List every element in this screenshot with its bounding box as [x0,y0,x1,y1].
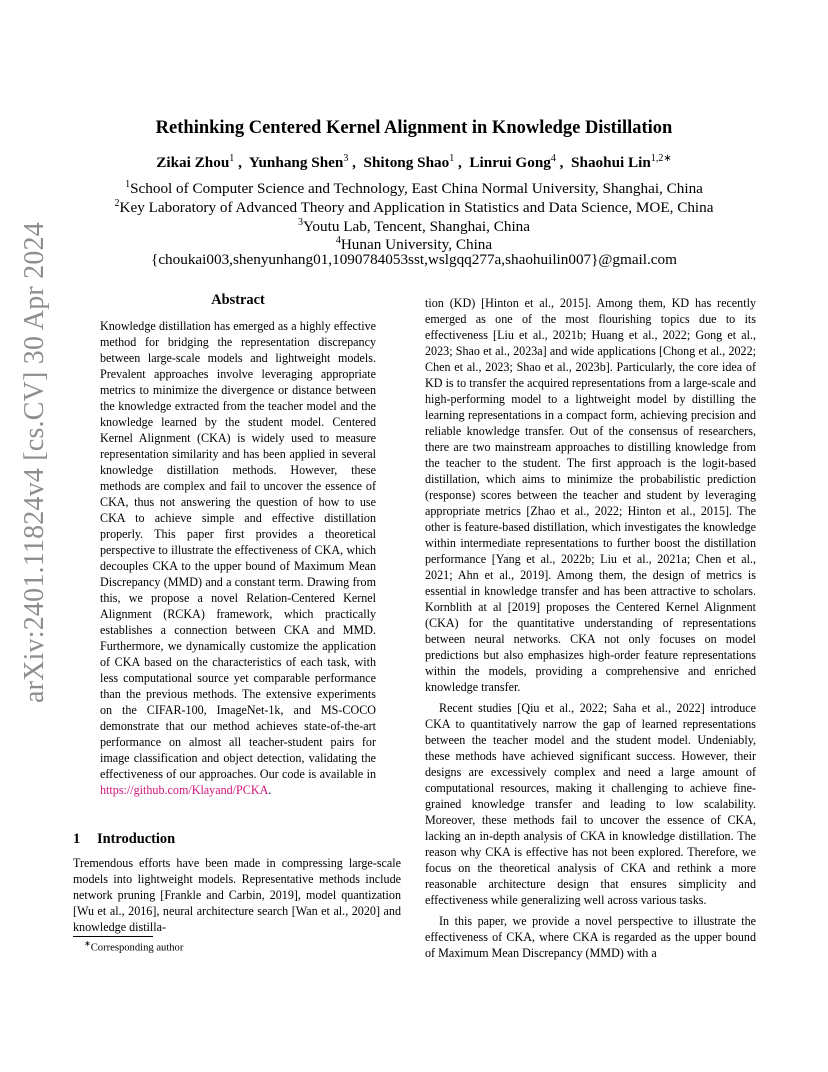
author-name: Shaohui Lin [571,154,651,172]
footnote [84,939,183,954]
body-paragraph: In this paper, we provide a novel perspective to illustrate the effectiveness of CKA, where CKA is regarded as the upper bound of Maximum Mean Discrepancy (MMD) with a [425,914,756,960]
author-sup: 1 [449,153,455,164]
author-sup: 4 [550,153,556,164]
affiliation-sup: 4 [335,235,341,246]
affiliation-sup: 3 [297,217,303,228]
body-paragraph: Recent studies [Qiu et al., 2022; Saha et al., 2022] introduce CKA to quantitatively narrow the gap of learned representations between the teacher model and the student model. Undeniably, these methods have achieved significant success. However, their designs are excessively complex and need a large amount of computational resources, making it challenging to achieve fine-grained knowledge transfer and leading to low scalability. Moreover, these methods fail to uncover the essence of CKA, lacking an in-depth analysis of CKA in knowledge distillation. The reason why CKA is effective has not been explored. Therefore, we focus on the theoretical analysis of CKA and rethink a more reasonable architecture design that ensures simplicity and effectiveness while generalizing well across various tasks. [425,701,756,907]
affiliation-text: School of Computer Science and Technology, East China Normal University, Shanghai, China [130,180,703,198]
section-title: Introduction [97,831,176,847]
author-name: Yunhang Shen [248,154,344,172]
arxiv-identifier: arXiv:2401.11824v4 [cs.CV] 30 Apr 2024 [19,222,50,703]
body-paragraph: tion (KD) [Hinton et al., 2015]. Among them, KD has recently emerged as one of the most flourishing topics due to its effectiveness [Liu et al., 2021b; Huang et al., 2022; Gong et al., 2023; Shao et al., 2023a] and wide applications [Chong et al., 2022; Chen et al., 2023; Shao et al., 2023b]. Particularly, the core idea of KD is to transfer the acquired representations from a large-scale and high-performing model to a lightweight model by distilling the learning representations in a compact form, achieving precision and reliable knowledge transfer. Out of the consensus of researchers, there are two mainstream approaches to distilling knowledge from the teacher to the student. The first approach is the logit-based distillation, which aims to minimize the probabilistic prediction (response) scores between the teacher and student by leveraging appropriate metrics [Zhao et al., 2022; Hinton et al., 2015]. The other is feature-based distillation, which investigates the knowledge within intermediate representations to further boost the distillation performance [Yang et al., 2022b; Liu et al., 2021a; Chen et al., 2021; Ahn et al., 2019]. Among them, the design of metrics is essential in knowledge transfer and has been attractive to scholars. Kornblith at al [2019] proposes the Centered Kernel Alignment (CKA) for the quantitative understanding of representations between neural networks. CKA not only focuses on model predictions but also emphasizes high-order feature representations within the models, providing a comprehensive and enriched knowledge transfer. [425,296,756,694]
section-heading [73,831,175,848]
author-sup: 3 [343,153,349,164]
abstract-tail: . [268,783,272,797]
affiliation-text: Key Laboratory of Advanced Theory and Application in Statistics and Data Science, MOE, China [119,199,714,217]
abstract-body [100,318,376,798]
author-sup: 1,2∗ [650,153,672,164]
affiliation-sup: 2 [114,198,120,209]
intro-left-paragraph: Tremendous efforts have been made in compressing large-scale models into lightweight models. Representative methods include network pruning [Frankle and Carbin, 2019], model quantization [Wu et al., 2016], neural architecture search [Wan et al., 2020] and knowledge distilla- [73,856,401,934]
section-number: 1 [73,831,81,847]
affiliation-text: Youtu Lab, Tencent, Shanghai, China [302,218,530,236]
author-sup: 1 [229,153,235,164]
affiliation-text: Hunan University, China [340,236,493,254]
author-emails: {choukai003,shenyunhang01,1090784053sst,wslgqq277a,shaohuilin007}@gmail.com [151,251,677,268]
footnote-mark: ∗ [84,939,91,948]
right-column [425,295,756,966]
abstract-heading: Abstract [211,292,265,308]
author-name: Zikai Zhou [156,154,230,172]
paper-title: Rethinking Centered Kernel Alignment in Knowledge Distillation [155,118,673,138]
author-name: Linrui Gong [469,154,551,172]
footnote-text: Corresponding author [90,942,184,954]
author-list: Zikai Zhou$^1$ , Yunhang Shen$^3$ , Shitong Shao$^1$ , Linrui Gong$^4$ , Shaohui Lin$^{1,2∗}$ [156,153,672,172]
code-link[interactable]: https://github.com/Klayand/PCKA [100,783,269,797]
abstract-text: Knowledge distillation has emerged as a highly effective method for bridging the representation discrepancy between large-scale models and lightweight models. Prevalent approaches involve leveraging appropriate metrics to minimize the divergence or distance between the knowledge extracted from the teacher model and the knowledge learned by the student model. Centered Kernel Alignment (CKA) is widely used to measure representation similarity and has been applied in several knowledge distillation methods. However, these methods are complex and fail to uncover the essence of CKA, thus not answering the question of how to use CKA to achieve simple and effective distillation properly. This paper first provides a theoretical perspective to illustrate the effectiveness of CKA, which decouples CKA to the upper bound of Maximum Mean Discrepancy (MMD) and a constant term. Drawing from this, we propose a novel Relation-Centered Kernel Alignment (RCKA) framework, which practically establishes a connection between CKA and MMD. Furthermore, we dynamically customize the application of CKA based on the characteristics of each task, with less computational source yet comparable performance than the previous methods. The extensive experiments on the CIFAR-100, ImageNet-1k, and MS-COCO demonstrate that our method achieves state-of-the-art performance on almost all teacher-student pairs for image classification and object detection, validating the effectiveness of our approaches. Our code is available in [100,319,376,781]
affiliation-sup: 1 [125,179,131,190]
footnote-rule [73,936,153,937]
author-name: Shitong Shao [363,154,450,172]
